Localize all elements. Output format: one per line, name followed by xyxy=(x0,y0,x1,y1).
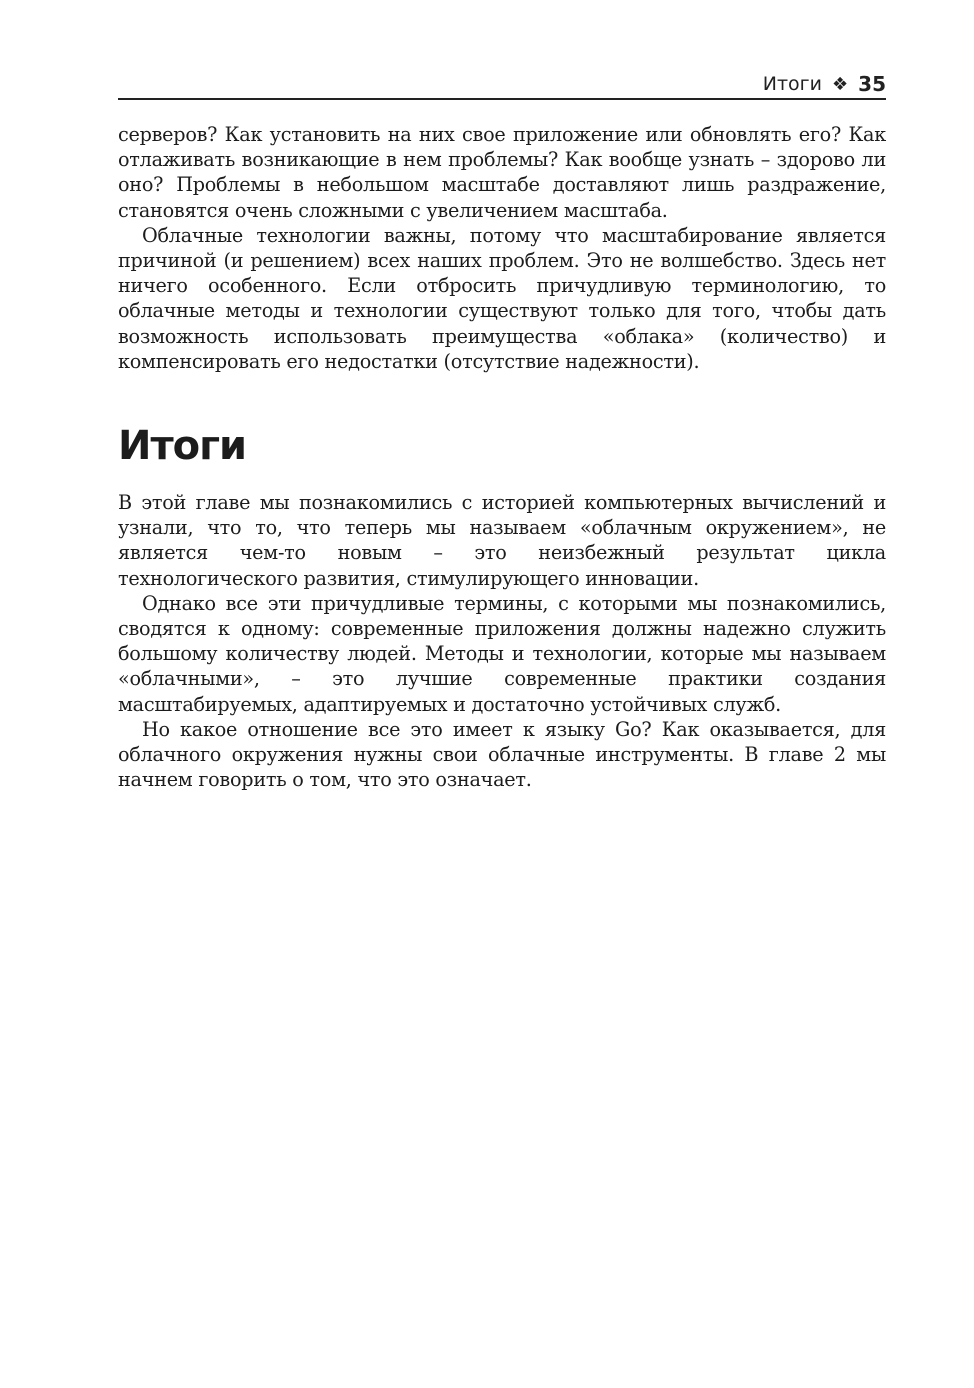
ornament-icon: ❖ xyxy=(832,73,849,95)
intro-text-block xyxy=(118,122,886,374)
paragraph: Облачные технологии важны, потому что масштабирование является причиной (и решением) всех наших проблем. Это не волшебство. Здесь нет ничего особенного. Если отбросить причудливую терминологию, то облачные методы и технологии существуют только для того, чтобы дать возможность использовать преимущества «облака» (количество) и компенсировать его недостатки (отсутствие надежности). xyxy=(118,223,886,373)
summary-text-block xyxy=(118,490,886,792)
section-heading: Итоги xyxy=(118,423,247,469)
paragraph: Но какое отношение все это имеет к языку Go? Как оказывается, для облачного окружения нужны свои облачные инструменты. В главе 2 мы начнем говорить о том, что это означает. xyxy=(118,717,886,792)
running-header xyxy=(118,70,886,100)
paragraph: В этой главе мы познакомились с историей компьютерных вычислений и узнали, что то, что теперь мы называем «облачным окружением», не является чем-то новым – это неизбежный результат цикла технологического развития, стимулирующего инновации. xyxy=(118,491,886,590)
paragraph: Однако все эти причудливые термины, с которыми мы познакомились, сводятся к одному: современные приложения должны надежно служить большому количеству людей. Методы и технологии, которые мы называем «облачными», – это лучшие современные практики создания масштабируемых, адаптируемых и достаточно устойчивых служб. xyxy=(118,591,886,716)
page-number: 35 xyxy=(858,72,886,96)
running-header-section: Итоги xyxy=(762,73,823,95)
paragraph: серверов? Как установить на них свое приложение или обновлять его? Как отлаживать возникающие в нем проблемы? Как вообще узнать – здорово ли оно? Проблемы в небольшом масштабе доставляют лишь раздражение, становятся очень сложными с увеличением масштаба. xyxy=(118,123,886,222)
